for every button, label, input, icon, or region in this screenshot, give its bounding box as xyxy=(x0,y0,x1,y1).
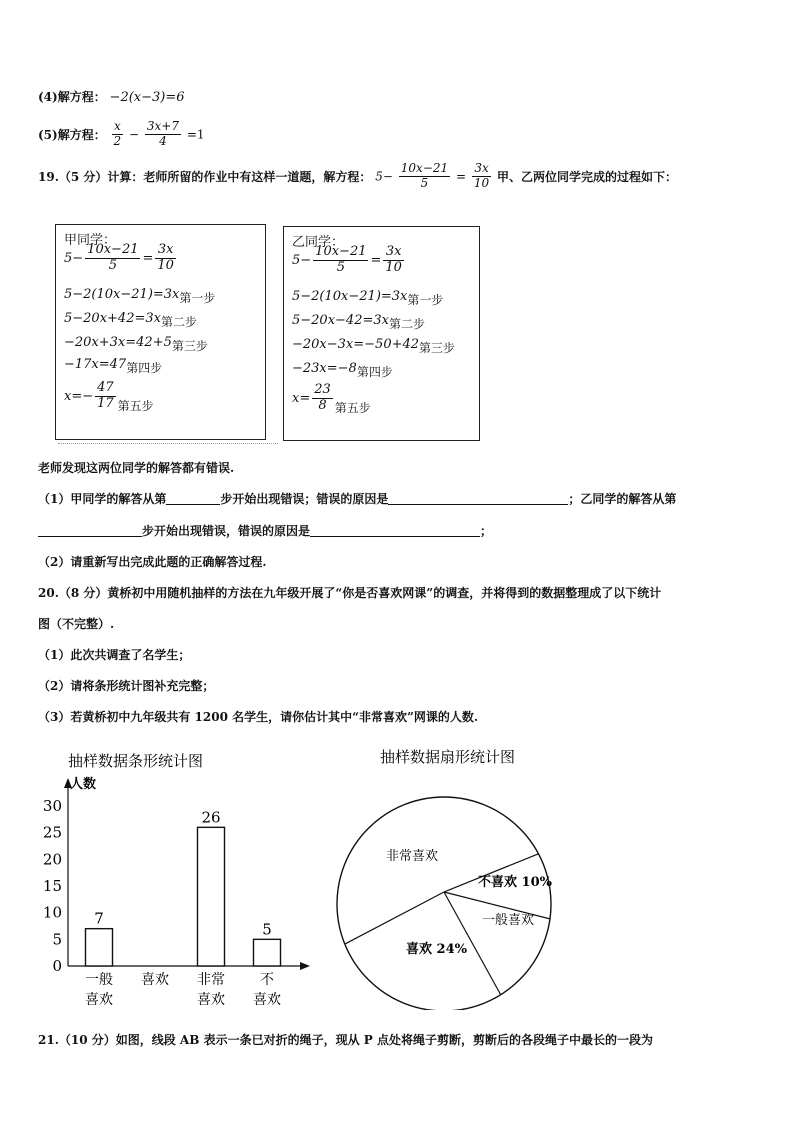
yi-line-4: −23x=−8第四步 xyxy=(292,361,393,379)
pie-slice-label: 喜欢 24% xyxy=(406,942,467,957)
q20-subquestion-3: （3）若黄桥初中九年级共有 1200 名学生，请你估计其中“非常喜欢”网课的人数. xyxy=(38,710,479,724)
blank-yi-step[interactable] xyxy=(38,524,142,537)
yi-step-1-tag: 第一步 xyxy=(407,293,444,307)
q20-subquestion-2: （2）请将条形统计图补充完整； xyxy=(38,679,215,693)
bar-chart-title: 抽样数据条形统计图 xyxy=(68,752,204,770)
pie-slice-label: 一般喜欢 xyxy=(482,913,535,928)
yi-step-3-tag: 第三步 xyxy=(419,341,456,355)
yi-line-3: −20x−3x=−50+42第三步 xyxy=(292,337,456,355)
jia-step-1-tag: 第一步 xyxy=(179,291,216,305)
q20-subquestion-1: （1）此次共调查了名学生； xyxy=(38,648,191,662)
bar-chart xyxy=(30,740,320,1020)
q18-part5-fraction-2: $\frac{3x+7}{4}$ xyxy=(146,119,179,148)
q19-subquestion-1-line-1: （1）甲同学的解答从第 步开始出现错误；错误的原因是 ；乙同学的解答从第 xyxy=(38,492,677,506)
x-category-label: 喜欢 xyxy=(253,992,281,1008)
jia-step-2-tag: 第二步 xyxy=(160,315,197,329)
jia-step-3-tag: 第三步 xyxy=(171,339,208,353)
q19-subquestion-2: （2）请重新写出完成此题的正确解答过程. xyxy=(38,555,267,569)
blank-yi-reason[interactable] xyxy=(310,524,480,537)
bar xyxy=(198,827,225,966)
q18-part5-minus: − xyxy=(129,127,140,142)
x-category-label: 不 xyxy=(260,972,274,988)
bar-value-label: 26 xyxy=(201,808,221,827)
jia-solution-box xyxy=(55,224,266,440)
x-category-label: 一般 xyxy=(85,972,113,988)
jia-title: 甲同学： xyxy=(64,233,117,248)
q18-part5-fraction-1: $\frac{x}{2}$ xyxy=(113,119,122,148)
y-tick-label: 15 xyxy=(42,877,62,895)
y-tick-label: 0 xyxy=(52,957,62,975)
jia-line-2: 5−20x+42=3x第二步 xyxy=(64,311,197,329)
x-category-label: 喜欢 xyxy=(141,972,169,988)
y-tick-label: 25 xyxy=(42,823,62,842)
x-category-label: 喜欢 xyxy=(85,992,113,1008)
y-tick-label: 20 xyxy=(42,850,62,869)
bar xyxy=(254,939,281,966)
yi-line-5: x= $\frac{23}{8}$ 第五步 xyxy=(292,382,371,415)
y-tick-label: 5 xyxy=(52,930,62,949)
pie-slice-label: 不喜欢 10% xyxy=(478,875,552,890)
x-category-label: 非常 xyxy=(197,972,225,988)
yi-title: 乙同学： xyxy=(292,235,345,250)
q19-heading: 19.（5 分）计算：老师所留的作业中有这样一道题，解方程： 5− $\frac{10x-21}{5}$ = $\frac{3x}{10}$ 甲、乙两位同学完成的过程如下： xyxy=(38,161,677,190)
yi-line-2: 5−20x−42=3x第二步 xyxy=(292,313,425,331)
jia-step-5-tag: 第五步 xyxy=(117,398,154,413)
jia-step-4-tag: 第四步 xyxy=(126,361,163,375)
yi-step-5-tag: 第五步 xyxy=(334,400,371,415)
q19-heading-text: 19.（5 分）计算：老师所留的作业中有这样一道题，解方程： xyxy=(38,169,372,184)
q19-heading-tail: 甲、乙两位同学完成的过程如下： xyxy=(496,169,677,184)
jia-line-0: 5− $\frac{10x-21}{5}$ = $\frac{3x}{10}$ xyxy=(64,242,174,273)
q18-part4 xyxy=(38,88,185,105)
pie-outline xyxy=(337,797,551,1010)
q18-part4-equation: −2(x−3)=6 xyxy=(109,90,185,105)
bar-value-label: 5 xyxy=(262,920,272,939)
x-category-label: 喜欢 xyxy=(197,992,225,1008)
yi-step-2-tag: 第二步 xyxy=(388,317,425,331)
q19-eq-fraction-1: $\frac{10x-21}{5}$ xyxy=(400,161,449,190)
q20-line-1: 20.（8 分）黄桥初中用随机抽样的方法在九年级开展了“你是否喜欢网课”的调查，并将得到的数据整理成了以下统计 xyxy=(38,586,662,600)
y-tick-label: 10 xyxy=(42,903,62,922)
pie-chart-title: 抽样数据扇形统计图 xyxy=(380,748,516,766)
jia-line-3: −20x+3x=42+5第三步 xyxy=(64,335,208,353)
q18-part5-rhs: =1 xyxy=(186,127,205,142)
q18-part4-label: (4)解方程： xyxy=(38,90,106,104)
q19-teacher-note: 老师发现这两位同学的解答都有错误. xyxy=(38,461,235,475)
y-axis-label: 人数 xyxy=(70,777,97,792)
pie-slice-label: 非常喜欢 xyxy=(386,849,439,864)
bar-value-label: 7 xyxy=(94,909,104,928)
dotted-divider xyxy=(58,443,278,444)
yi-line-0: 5− $\frac{10x-21}{5}$ = $\frac{3x}{10}$ xyxy=(292,244,402,275)
yi-solution-box xyxy=(283,226,480,441)
pie-chart xyxy=(330,740,570,1010)
jia-line-5: x=− $\frac{47}{17}$ 第五步 xyxy=(64,380,154,413)
q18-part5-label: (5)解方程： xyxy=(38,127,106,142)
bar xyxy=(86,929,113,966)
blank-jia-step[interactable] xyxy=(166,492,220,505)
q19-eq-fraction-2: $\frac{3x}{10}$ xyxy=(473,161,490,190)
y-tick-label: 30 xyxy=(42,797,62,815)
q21-line-1: 21.（10 分）如图，线段 AB 表示一条已对折的绳子，现从 P 点处将绳子剪断，剪断后的各段绳子中最长的一段为 xyxy=(38,1033,653,1047)
jia-line-1: 5−2(10x−21)=3x第一步 xyxy=(64,287,216,305)
blank-jia-reason[interactable] xyxy=(388,492,568,505)
q19-subquestion-1-line-2: 步开始出现错误，错误的原因是 ； xyxy=(38,522,492,539)
q18-part5 xyxy=(38,120,205,149)
yi-line-1: 5−2(10x−21)=3x第一步 xyxy=(292,289,444,307)
yi-step-4-tag: 第四步 xyxy=(356,365,393,379)
jia-line-4: −17x=47第四步 xyxy=(64,357,163,375)
q20-line-2: 图（不完整）. xyxy=(38,617,115,631)
x-axis-arrow xyxy=(300,962,310,970)
